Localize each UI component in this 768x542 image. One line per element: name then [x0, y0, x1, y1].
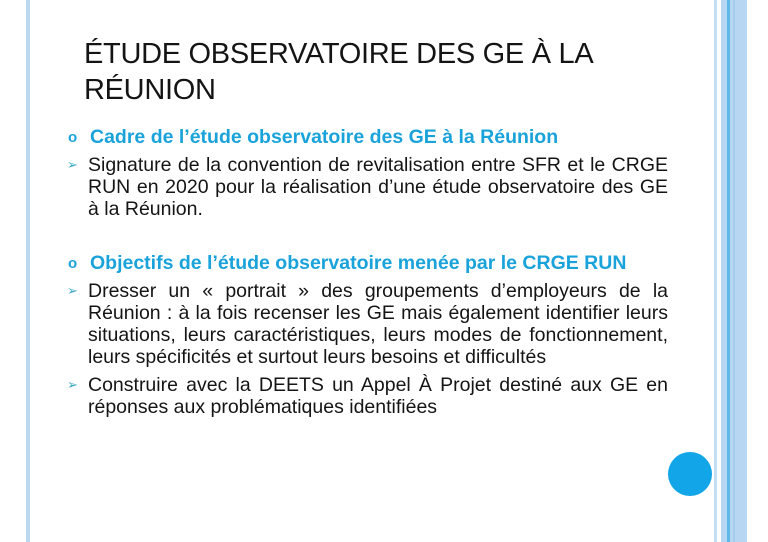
circle-bullet-icon: o: [68, 129, 78, 146]
bullet-item: [66, 280, 668, 368]
slide-content: [66, 126, 668, 418]
right-decor-stripe-2: [733, 0, 735, 542]
bullet-text: Signature de la convention de revitalisation entre SFR et le CRGE RUN en 2020 pour la réalisation d’une étude observatoire des GE à la Réunion.: [88, 154, 668, 220]
bullet-text: Dresser un « portrait » des groupements d’employeurs de la Réunion : à la fois recenser les GE mais également identifier leurs situations, leurs caractéristiques, leurs modes de fonctionnement, leurs spécificités et surtout leurs besoins et difficultés: [88, 280, 668, 368]
right-decor-dark-stripe: [727, 0, 730, 542]
left-border-line: [26, 0, 30, 542]
arrow-bullet-icon: ➢: [67, 377, 78, 392]
section-heading: [66, 252, 668, 274]
section-heading: [66, 126, 668, 148]
section-heading-text: Cadre de l’étude observatoire des GE à la Réunion: [90, 126, 559, 148]
arrow-bullet-icon: ➢: [67, 283, 78, 298]
bullet-text: Construire avec la DEETS un Appel À Projet destiné aux GE en réponses aux problématiques identifiées: [88, 374, 668, 418]
bullet-item: [66, 374, 668, 418]
decorative-blue-circle: [668, 452, 712, 496]
circle-bullet-icon: o: [68, 255, 78, 272]
slide-title: ÉTUDE OBSERVATOIRE DES GE À LA RÉUNION: [84, 38, 592, 106]
bullet-item: [66, 154, 668, 220]
right-decor-stripe: [714, 0, 717, 542]
arrow-bullet-icon: ➢: [67, 157, 78, 172]
section-heading-text: Objectifs de l’étude observatoire menée par le CRGE RUN: [90, 252, 627, 274]
